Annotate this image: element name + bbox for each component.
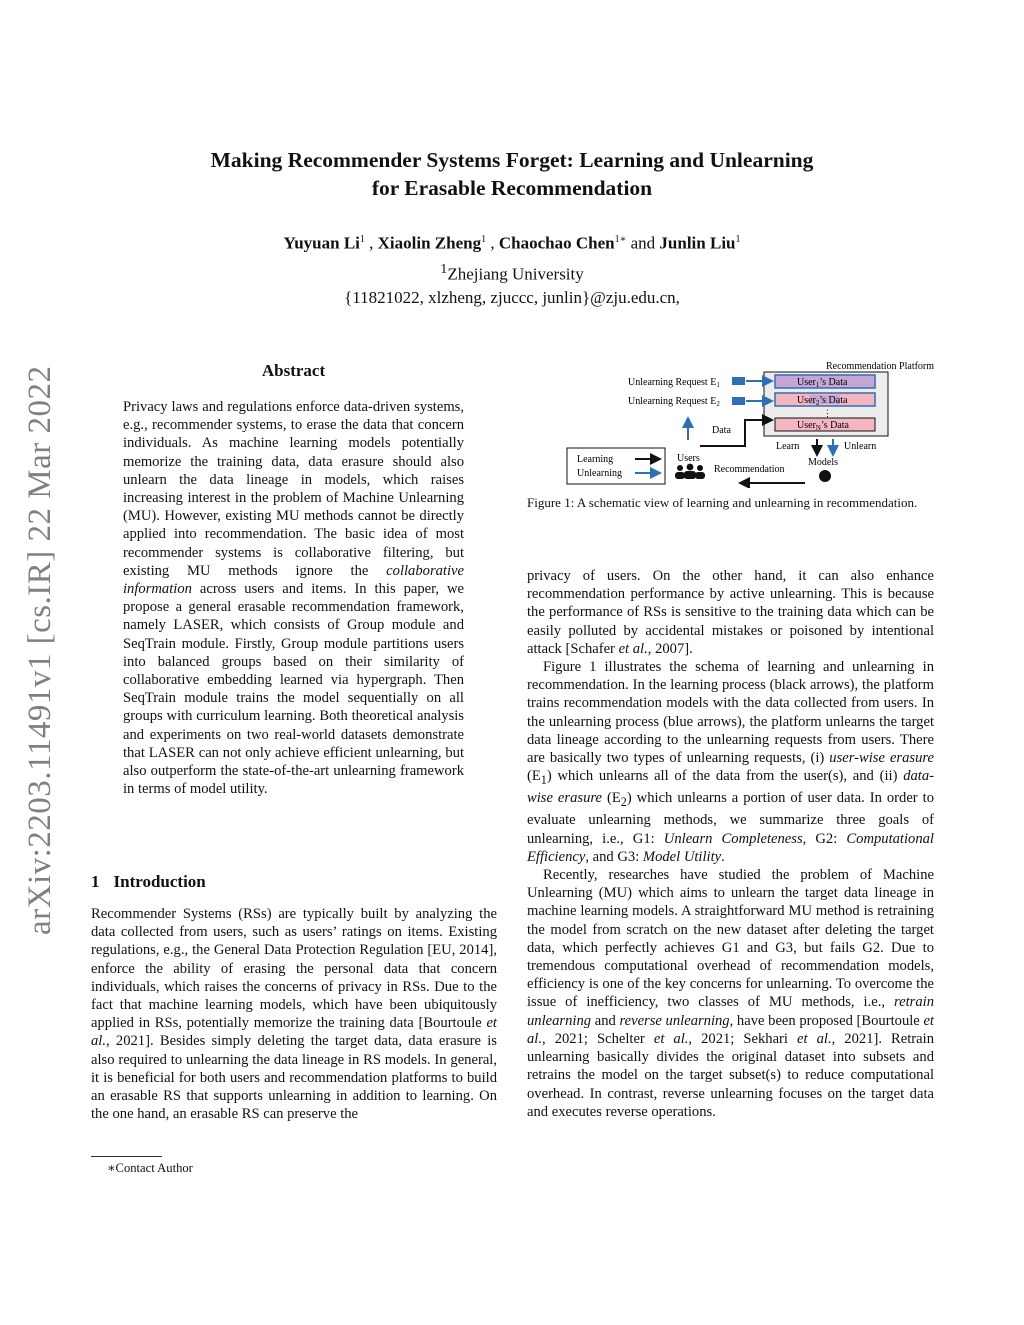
request-e1-icon <box>732 377 745 385</box>
arxiv-side-label: arXiv:2203.11491v1 [cs.IR] 22 Mar 2022 <box>22 365 58 935</box>
title-line-1: Making Recommender Systems Forget: Learning and Unlearning <box>210 148 814 172</box>
affiliation: $^1$Zhejiang University <box>440 261 584 284</box>
users-label: Users <box>677 453 700 464</box>
models-head-icon <box>819 470 831 482</box>
author-emails: {11821022, xlzheng, zjuccc, junlin}@zju.edu.cn, <box>344 288 680 307</box>
author-sup: 1 <box>735 234 741 245</box>
user1-data-label: User$_1$’s Data <box>797 377 848 389</box>
footnote: ∗Contact Author <box>107 1161 193 1175</box>
author-sup: 1 <box>359 234 365 245</box>
legend-unlearning: Unlearning <box>577 468 622 479</box>
author-sup: 1∗ <box>614 234 627 245</box>
paper-title <box>0 146 1024 202</box>
figure-caption: Figure 1: A schematic view of learning and unlearning in recommendation. <box>527 495 918 510</box>
author-sup: 1 <box>481 234 487 245</box>
author-name: Xiaolin Zheng <box>377 233 482 253</box>
abstract-body: Privacy laws and regulations enforce data-driven systems, e.g., recommender systems, to erase the data that concern individuals. As machine learning models potentially memorize the training data, data erasure should also unlearn the data lineage in models, which raises increasing interest in the problem of Machine Unlearning (MU). However, existing MU methods cannot be directly applied into recommendation. The basic idea of most recommender systems is collaborative filtering, but existing MU methods ignore the collaborative information across users and items. In this paper, we propose a general erasable recommendation framework, namely LASER, which consists of Group module and SeqTrain module. Firstly, Group module partitions users into balanced groups based on their similarity of collaborative embedding learned via hypergraph. Then SeqTrain module trains the model sequentially on all groups with curriculum learning. Both theoretical analysis and experiments on two real-world datasets demonstrate that LASER can not only achieve efficient unlearning, but also outperform the state-of-the-art unlearning framework in terms of model utility. <box>123 399 464 798</box>
request-e2-label: Unlearning Request $E_2$ <box>628 396 720 408</box>
recommendation-label: Recommendation <box>714 464 785 475</box>
data-label: Data <box>712 425 731 436</box>
intro-right-column: privacy of users. On the other hand, it can also enhance recommendation performance by active unlearning. This is because the performance of RSs is sensitive to the training data which can be easily polluted by accidental mistakes or poisoned by intentional attack [Schafer et al., 2007]. Figure 1 illustrates the schema of learning and unlearning in recommendation. In the learning process (black arrows), the platform trains recommendation models with the data collected from users. In the unlearning process (blue arrows), the platform unlearns the target data lineage according to the unlearning requests from users. There are basically two types of unlearning requests, (i) user-wise erasure $(E_1)$ which unlearns all of the data from the user(s), and (ii) data-wise erasure $(E_2)$ which unlearns a portion of user data. In order to evaluate unlearning methods, we summarize three goals of unlearning, i.e., G1: Unlearn Completeness, G2: Computational Efficiency, and G3: Model Utility. Recently, researches have studied the problem of Machine Unlearning (MU) which aims to unlearn the target data lineage in machine learning models. A straightforward MU method is retraining the model from scratch on the new dataset after deleting the target data, which perfectly achieves G1 and G3, but fails G2. Due to tremendous computational overhead of recommendation models, efficiency is one of the key concerns for unlearning. To overcome the issue of inefficiency, two classes of MU methods, i.e., retrain unlearning and reverse unlearning, have been proposed [Bourtoule et al., 2021; Schelter et al., 2021; Sekhari et al., 2021]. Retrain unlearning basically divides the original dataset into subsets and retrains the model on the target subset(s) to reduce computational overhead. In contrast, reverse unlearning focuses on the target data and executes reverse operations. <box>527 568 934 1120</box>
author-and: and <box>630 233 656 253</box>
unlearn-label: Unlearn <box>844 441 877 452</box>
author-name: Junlin Liu <box>659 233 736 253</box>
author-list: Yuyuan Li$^1$ , Xiaolin Zheng$^1$ , Chaochao Chen$^{1∗}$ and Junlin Liu$^1$ <box>283 233 741 253</box>
platform-label: Recommendation Platform <box>826 361 935 372</box>
userN-data-label: User$_N$’s Data <box>797 420 849 432</box>
figure-1-diagram <box>560 358 940 488</box>
footnote-rule <box>91 1156 162 1157</box>
models-label: Models <box>808 457 838 468</box>
section-heading: 1 Introduction <box>91 872 206 891</box>
author-name: Chaochao Chen <box>498 233 615 253</box>
intro-left-column: Recommender Systems (RSs) are typically built by analyzing the data collected from users, such as users’ ratings on items. Existing regulations, e.g., the General Data Protection Regulation [EU, 2014], enforce the ability of erasing the personal data that concern individuals, which raises the concerns of privacy in RSs. Due to the fact that machine learning models, which have been ubiquitously applied in RSs, potentially memorize the training data [Bourtoule et al., 2021]. Besides simply deleting the target data, data erasure is also required to unlearning the data lineage in RS models. In general, it is beneficial for both users and recommendation platforms to build an erasable RS that supports unlearning in addition to learning. On the one hand, an erasable RS can preserve the <box>91 906 497 1123</box>
author-name: Yuyuan Li <box>283 233 360 253</box>
abstract-heading: Abstract <box>261 361 326 380</box>
data-dots: ⋮ <box>823 408 832 418</box>
legend-learning: Learning <box>577 454 614 465</box>
learn-label: Learn <box>776 441 800 452</box>
title-line-2: for Erasable Recommendation <box>371 176 653 200</box>
user2-data-label: User$_2$’s Data <box>797 395 848 407</box>
users-icon <box>675 464 705 479</box>
request-e2-icon <box>732 397 745 405</box>
data-arrow <box>700 420 772 446</box>
request-e1-label: Unlearning Request $E_1$ <box>628 377 720 389</box>
